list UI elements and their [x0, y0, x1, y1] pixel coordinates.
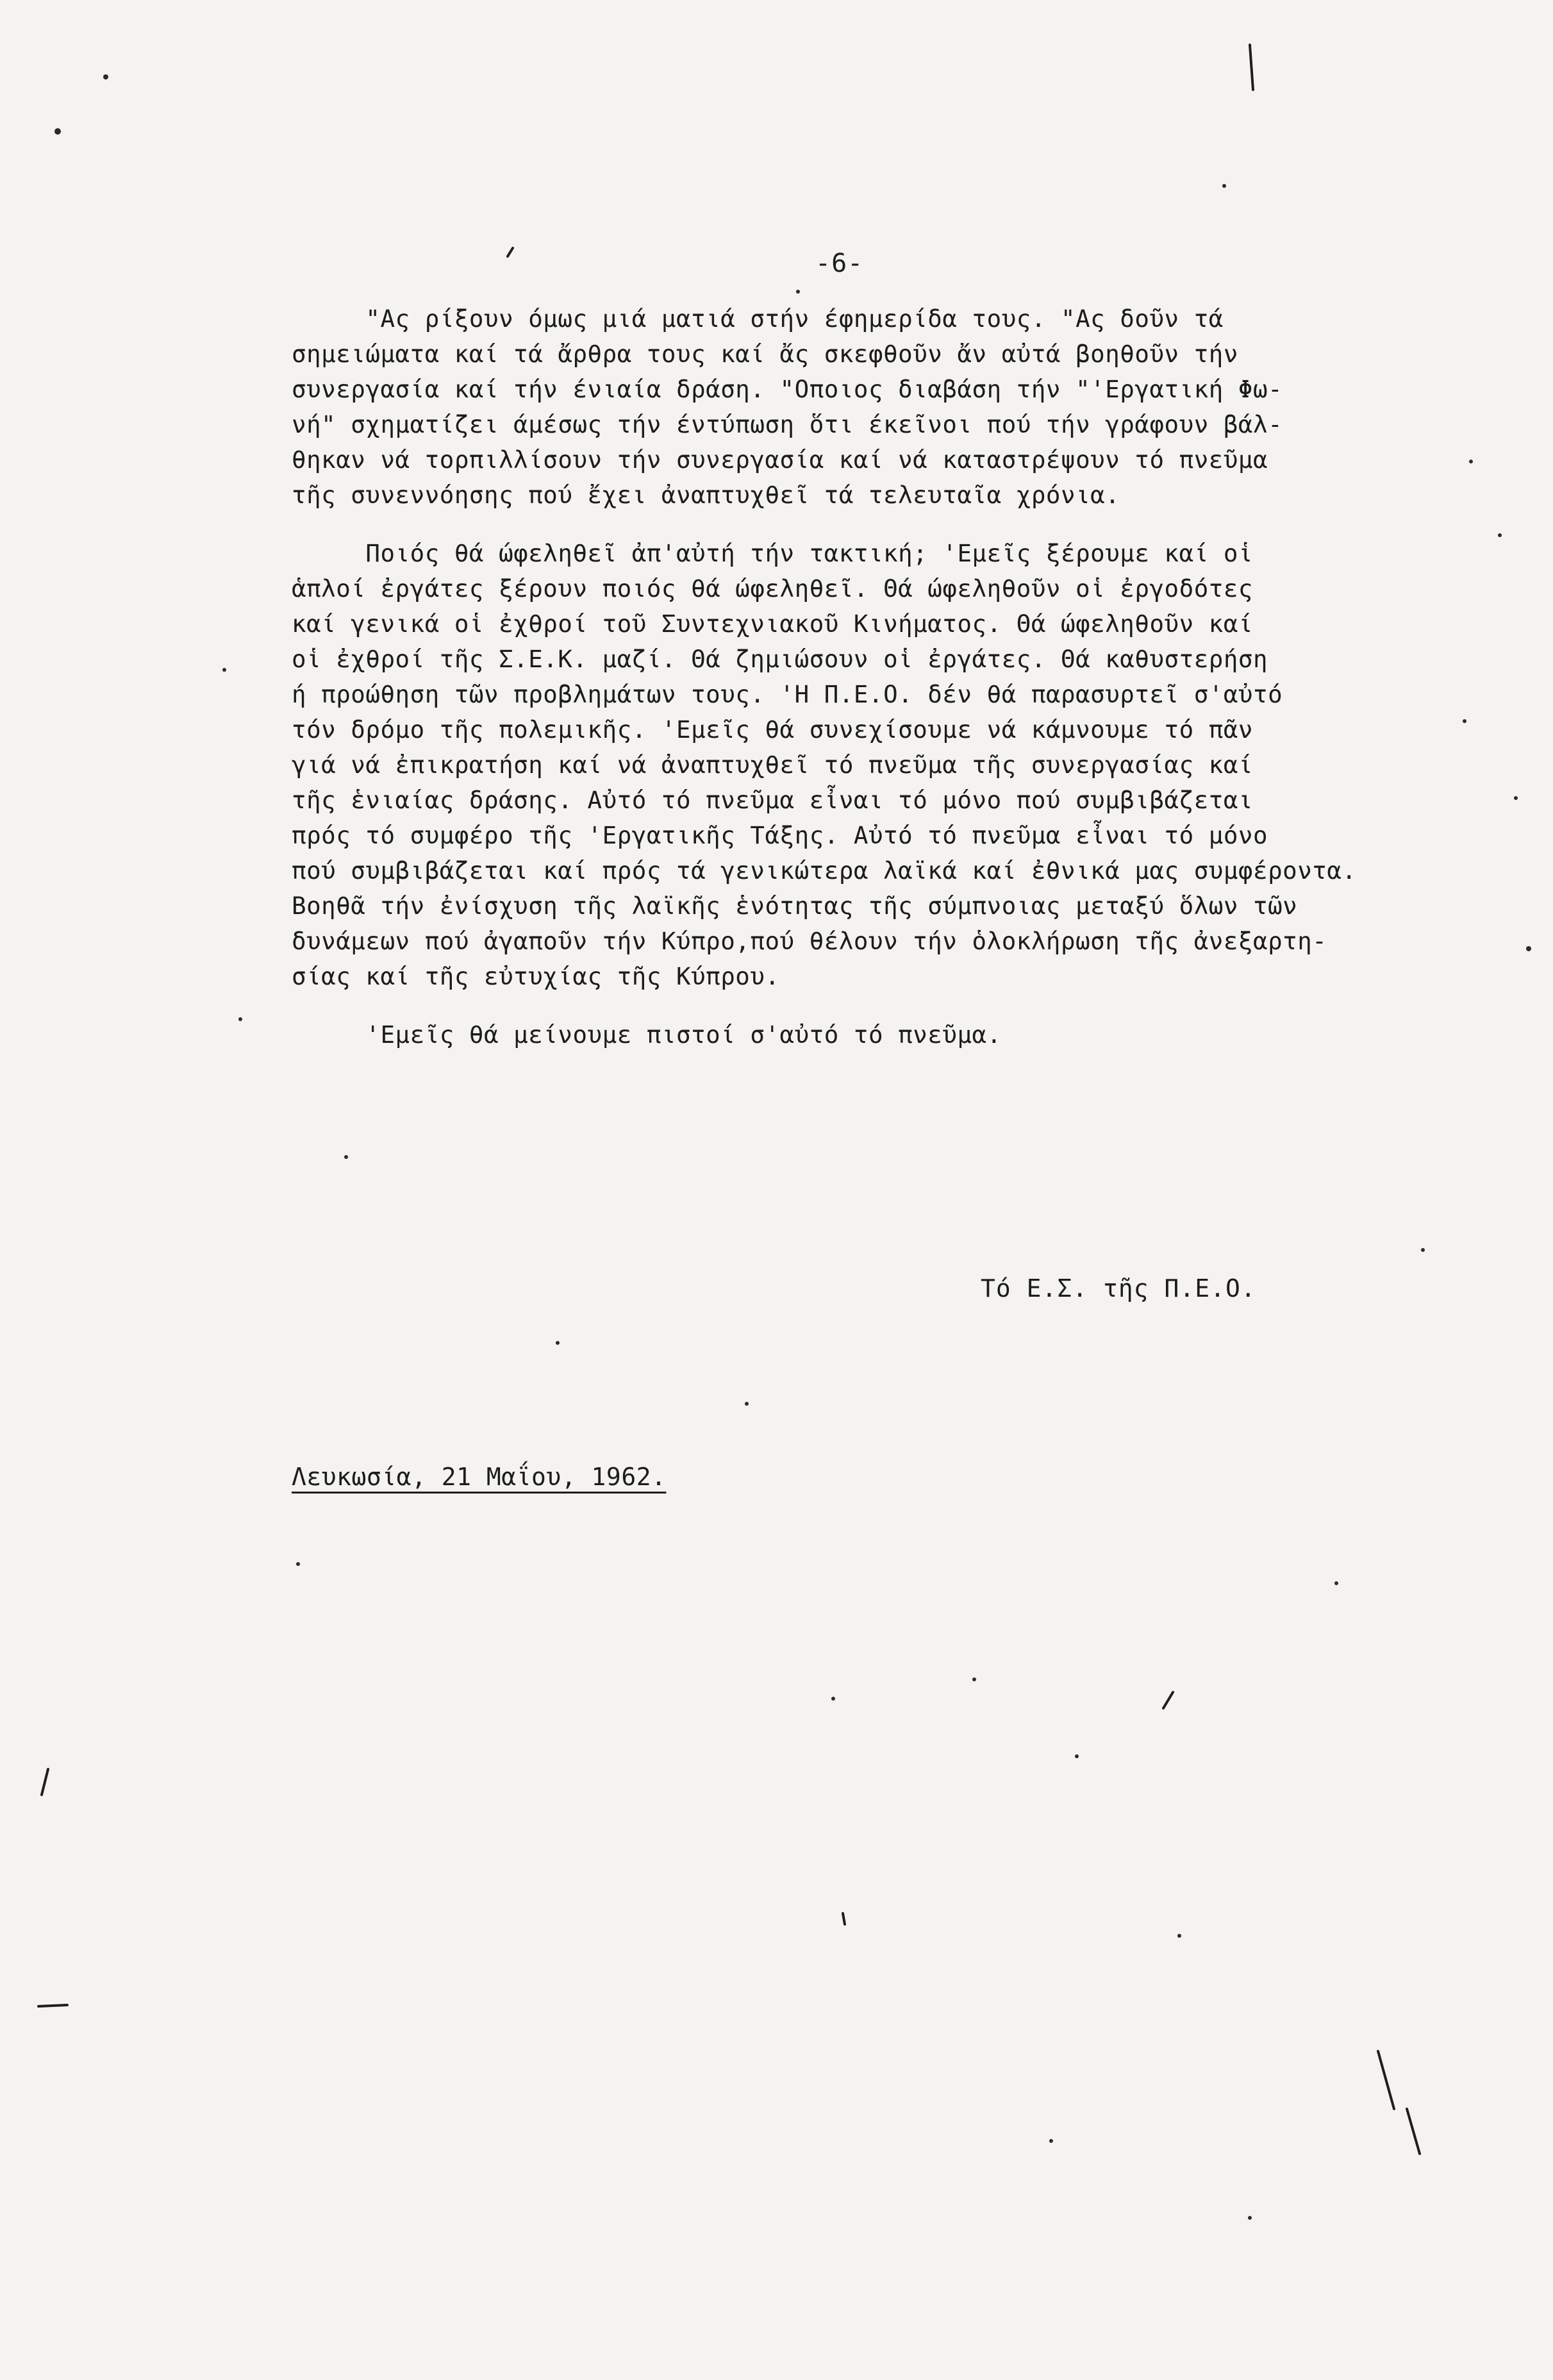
- text-line: θηκαν νά τορπιλλίσουν τήν συνεργασία καί νά καταστρέψουν τό πνεῦμα: [292, 445, 1268, 474]
- text-line: γιά νά ἐπικρατήση καί νά ἀναπτυχθεῖ τό πνεῦμα τῆς συνεργασίας καί: [292, 751, 1253, 779]
- text-line: Βοηθᾶ τήν ἐνίσχυση τῆς λαϊκῆς ἑνότητας τῆς σύμπνοιας μεταξύ ὅλων τῶν: [292, 892, 1298, 920]
- text-line: τῆς συνεννόησης πού ἔχει ἀναπτυχθεῖ τά τελευταῖα χρόνια.: [292, 481, 1120, 509]
- signature: Τό Ε.Σ. τῆς Π.Ε.Ο.: [981, 1274, 1256, 1302]
- body-text: [292, 301, 1420, 1053]
- text-line: "Ας ρίξουν όμως μιά ματιά στήν έφημερίδα τους. "Ας δοῦν τά: [292, 304, 1224, 333]
- text-line: καί γενικά οἱ ἐχθροί τοῦ Συντεχνιακοῦ Κινήματος. Θά ώφεληθοῦν καί: [292, 610, 1253, 638]
- text-line: ἁπλοί ἐργάτες ξέρουν ποιός θά ώφεληθεῖ. Θά ώφεληθοῦν οἱ ἐργοδότες: [292, 574, 1253, 603]
- text-line: πού συμβιβάζεται καί πρός τά γενικώτερα λαϊκά καί ἐθνικά μας συμφέροντα.: [292, 856, 1357, 885]
- paragraph: [292, 1017, 1420, 1053]
- text-line: συνεργασία καί τήν ένιαία δράση. "Οποιος διαβάση τήν "'Εργατική Φω-: [292, 375, 1283, 403]
- text-line: νή" σχηματίζει άμέσως τήν έντύπωση ὅτι έκεῖνοι πού τήν γράφουν βάλ-: [292, 410, 1283, 438]
- text-line: σημειώματα καί τά ἄρθρα τους καί ἄς σκεφθοῦν ἄν αὐτά βοηθοῦν τήν: [292, 340, 1238, 368]
- text-line: τῆς ἑνιαίας δράσης. Αὐτό τό πνεῦμα εἶναι τό μόνο πού συμβιβάζεται: [292, 786, 1253, 814]
- text-line: σίας καί τῆς εὐτυχίας τῆς Κύπρου.: [292, 962, 780, 990]
- text-line: δυνάμεων πού ἀγαποῦν τήν Κύπρο,πού θέλουν τήν ὁλοκλήρωση τῆς ἀνεξαρτη-: [292, 927, 1327, 955]
- paragraph: [292, 536, 1420, 994]
- text-line: ή προώθηση τῶν προβλημάτων τους. 'Η Π.Ε.Ο. δέν θά παρασυρτεῖ σ'αὐτό: [292, 680, 1283, 708]
- text-line: πρός τό συμφέρο τῆς 'Εργατικῆς Τάξης. Αὐτό τό πνεῦμα εἶναι τό μόνο: [292, 821, 1268, 849]
- text-line: οἱ ἐχθροί τῆς Σ.Ε.Κ. μαζί. Θά ζημιώσουν οἱ ἐργάτες. Θά καθυστερήση: [292, 645, 1268, 673]
- text-line: Ποιός θά ώφεληθεῖ ἀπ'αὐτή τήν τακτική; 'Εμεῖς ξέρουμε καί οἱ: [292, 539, 1253, 567]
- paragraph: [292, 301, 1420, 513]
- page-number: -6-: [815, 249, 864, 278]
- text-line: 'Εμεῖς θά μείνουμε πιστοί σ'αὐτό τό πνεῦμα.: [292, 1020, 1002, 1049]
- place-date: Λευκωσία, 21 Μαΐου, 1962.: [292, 1463, 667, 1491]
- text-line: τόν δρόμο τῆς πολεμικῆς. 'Εμεῖς θά συνεχίσουμε νά κάμνουμε τό πᾶν: [292, 715, 1253, 744]
